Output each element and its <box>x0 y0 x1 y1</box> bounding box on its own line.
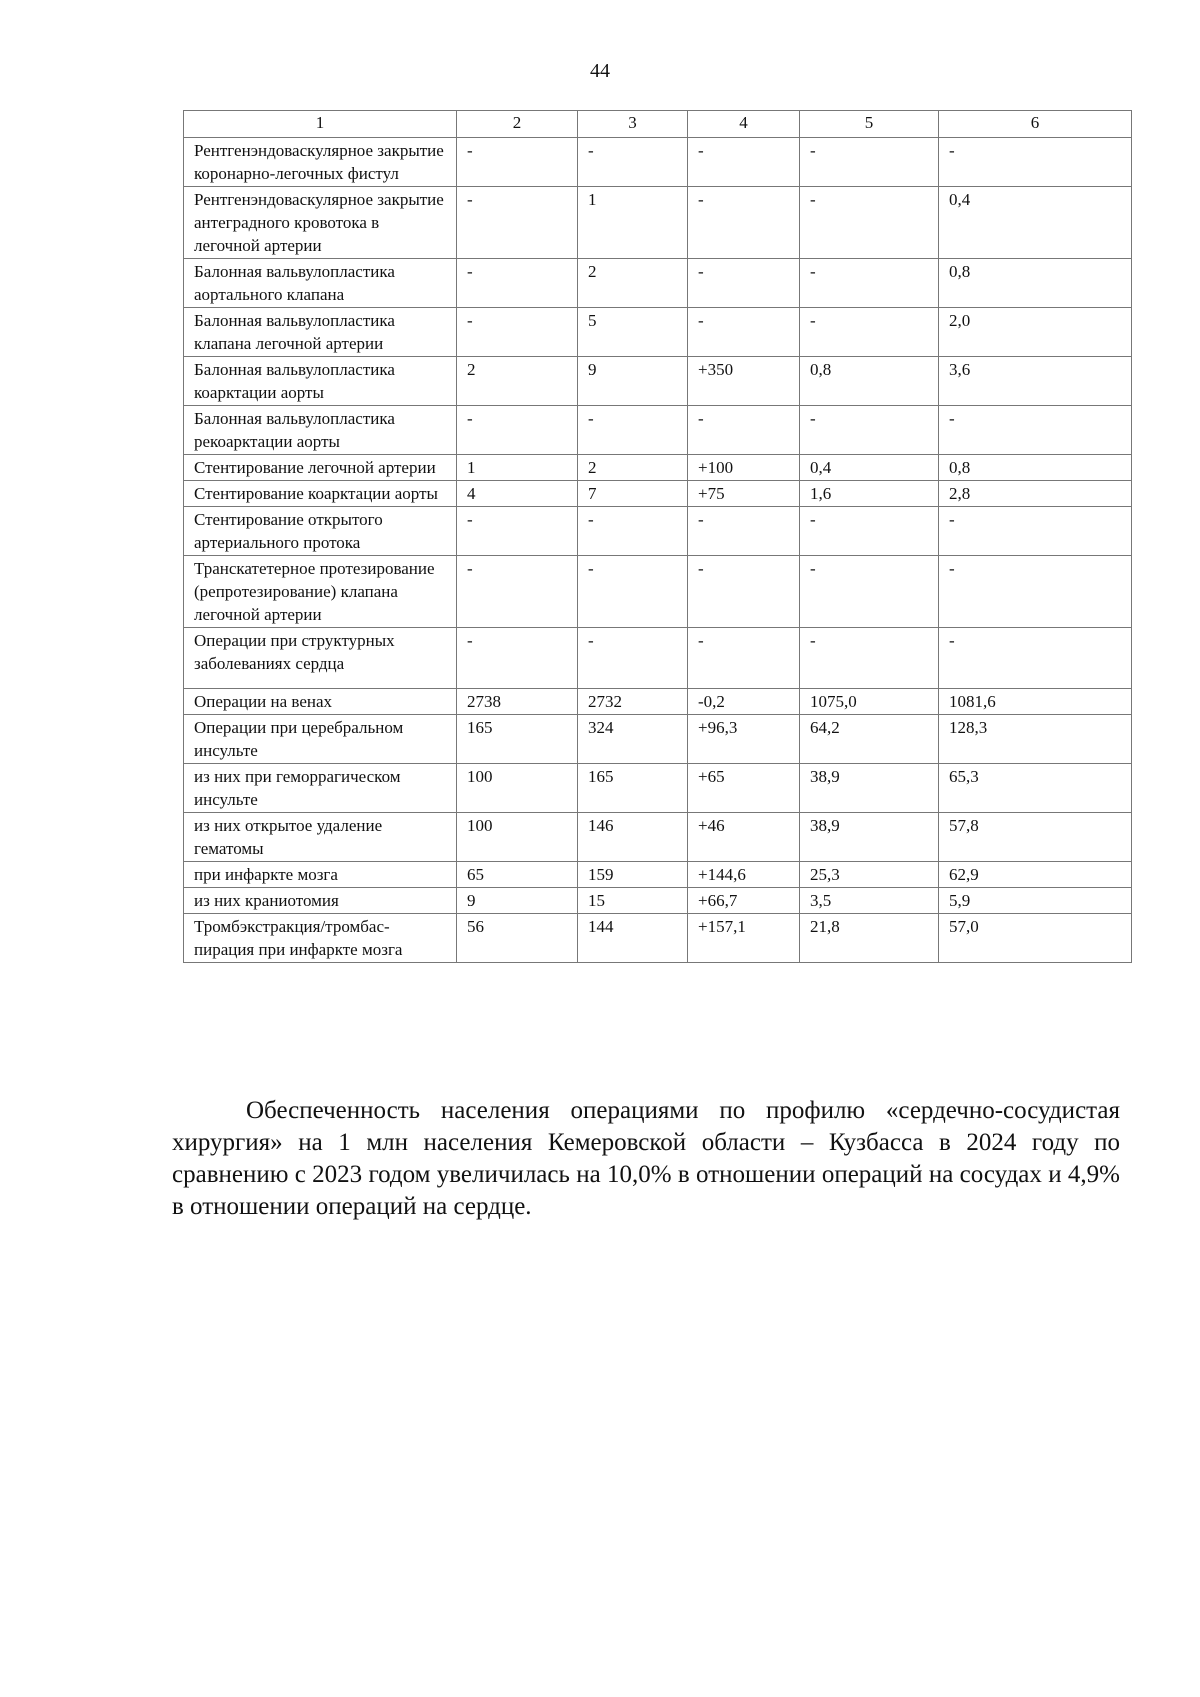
table-cell: 128,3 <box>939 715 1132 764</box>
table-cell: - <box>457 507 578 556</box>
table-cell: - <box>688 556 800 628</box>
table-cell: +65 <box>688 764 800 813</box>
row-label-cell: Балонная вальвулопластика клапана легочной артерии <box>184 308 457 357</box>
table-row <box>184 888 1132 914</box>
table-cell: 4 <box>457 481 578 507</box>
table-cell: - <box>800 556 939 628</box>
table-cell: 2,8 <box>939 481 1132 507</box>
table-cell: 7 <box>578 481 688 507</box>
table-cell: - <box>578 628 688 689</box>
table-cell: - <box>578 556 688 628</box>
table-cell: - <box>939 507 1132 556</box>
table-cell: 38,9 <box>800 813 939 862</box>
table-cell: 64,2 <box>800 715 939 764</box>
table-cell: - <box>688 259 800 308</box>
table-cell: 5,9 <box>939 888 1132 914</box>
data-table <box>183 110 1132 963</box>
table-cell: +66,7 <box>688 888 800 914</box>
table-cell: - <box>457 308 578 357</box>
table-cell: - <box>688 308 800 357</box>
table-cell: - <box>578 507 688 556</box>
row-label-cell: Стентирование легочной артерии <box>184 455 457 481</box>
row-label-cell: Операции при структурных заболеваниях сердца <box>184 628 457 689</box>
table-cell: 65,3 <box>939 764 1132 813</box>
column-header: 2 <box>457 111 578 138</box>
row-label-cell: Стентирование открытого артериального протока <box>184 507 457 556</box>
table-cell: 2,0 <box>939 308 1132 357</box>
table-cell: - <box>578 138 688 187</box>
table-row <box>184 507 1132 556</box>
table-cell: 1075,0 <box>800 689 939 715</box>
table-cell: 56 <box>457 914 578 963</box>
table-cell: - <box>457 259 578 308</box>
row-label-cell: из них при геморрагическом инсульте <box>184 764 457 813</box>
table-cell: - <box>688 507 800 556</box>
table-cell: 1081,6 <box>939 689 1132 715</box>
table-cell: 38,9 <box>800 764 939 813</box>
table-cell: 5 <box>578 308 688 357</box>
table-cell: - <box>457 138 578 187</box>
table-cell: - <box>939 406 1132 455</box>
table-cell: 15 <box>578 888 688 914</box>
table-cell: 9 <box>578 357 688 406</box>
table-cell: - <box>939 138 1132 187</box>
table-cell: 2 <box>457 357 578 406</box>
row-label-cell: Рентгенэндоваскулярное закрытие коронарно-легочных фистул <box>184 138 457 187</box>
table-cell: 1,6 <box>800 481 939 507</box>
table-cell: 21,8 <box>800 914 939 963</box>
table-cell: 3,6 <box>939 357 1132 406</box>
table-cell: 57,0 <box>939 914 1132 963</box>
table-row <box>184 259 1132 308</box>
table-cell: 144 <box>578 914 688 963</box>
table-row <box>184 689 1132 715</box>
table-cell: 1 <box>457 455 578 481</box>
table-cell: 165 <box>457 715 578 764</box>
table-cell: - <box>800 628 939 689</box>
table-row <box>184 862 1132 888</box>
row-label-cell: Балонная вальвулопластика аортального клапана <box>184 259 457 308</box>
table-header-row <box>184 111 1132 138</box>
table-cell: 100 <box>457 764 578 813</box>
column-header: 5 <box>800 111 939 138</box>
table-cell: - <box>800 187 939 259</box>
table-cell: +96,3 <box>688 715 800 764</box>
table-row <box>184 481 1132 507</box>
table-cell: 2 <box>578 455 688 481</box>
column-header: 6 <box>939 111 1132 138</box>
table-row <box>184 914 1132 963</box>
row-label-cell: Операции на венах <box>184 689 457 715</box>
table-row <box>184 455 1132 481</box>
table-cell: +157,1 <box>688 914 800 963</box>
table-cell: 0,4 <box>939 187 1132 259</box>
row-label-cell: Операции при церебральном инсульте <box>184 715 457 764</box>
table-row <box>184 187 1132 259</box>
table-cell: - <box>688 187 800 259</box>
table-row <box>184 764 1132 813</box>
table-cell: - <box>457 556 578 628</box>
row-label-cell: Тромбэкстракция/тромбас-пирация при инфаркте мозга <box>184 914 457 963</box>
table-cell: - <box>800 259 939 308</box>
table-cell: +100 <box>688 455 800 481</box>
table-cell: - <box>688 628 800 689</box>
table-cell: 0,8 <box>939 259 1132 308</box>
table-cell: - <box>457 187 578 259</box>
table-cell: 25,3 <box>800 862 939 888</box>
row-label-cell: Балонная вальвулопластика рекоарктации аорты <box>184 406 457 455</box>
table-cell: 146 <box>578 813 688 862</box>
table-cell: 1 <box>578 187 688 259</box>
table-cell: 159 <box>578 862 688 888</box>
row-label-cell: из них краниотомия <box>184 888 457 914</box>
table-body <box>184 138 1132 963</box>
table-cell: 9 <box>457 888 578 914</box>
table-cell: 324 <box>578 715 688 764</box>
table-row <box>184 556 1132 628</box>
table-cell: - <box>800 507 939 556</box>
table-cell: - <box>800 308 939 357</box>
table-cell: +75 <box>688 481 800 507</box>
table-row <box>184 406 1132 455</box>
table-cell: - <box>800 406 939 455</box>
table-cell: - <box>578 406 688 455</box>
row-label-cell: Балонная вальвулопластика коарктации аорты <box>184 357 457 406</box>
table-cell: - <box>939 628 1132 689</box>
table-row <box>184 628 1132 689</box>
table-cell: 3,5 <box>800 888 939 914</box>
row-label-cell: Транскатетерное протезирование (репротезирование) клапана легочной артерии <box>184 556 457 628</box>
table-cell: 57,8 <box>939 813 1132 862</box>
body-paragraph: Обеспеченность населения операциями по профилю «сердечно-сосудистая хирургия» на 1 млн населения Кемеровской области – Кузбасса в 2024 году по сравнению с 2023 годом увеличилась на 10,0% в отношении операций на сосудах и 4,9% в отношении операций на сердце. <box>172 1097 1120 1220</box>
table-cell: 100 <box>457 813 578 862</box>
table-row <box>184 715 1132 764</box>
table-cell: - <box>457 406 578 455</box>
table-cell: - <box>688 406 800 455</box>
table-row <box>184 357 1132 406</box>
column-header: 3 <box>578 111 688 138</box>
table-row <box>184 308 1132 357</box>
table-cell: 0,8 <box>939 455 1132 481</box>
table-cell: - <box>688 138 800 187</box>
table-cell: +46 <box>688 813 800 862</box>
table-cell: +350 <box>688 357 800 406</box>
row-label-cell: при инфаркте мозга <box>184 862 457 888</box>
table-cell: 62,9 <box>939 862 1132 888</box>
table-cell: -0,2 <box>688 689 800 715</box>
column-header: 1 <box>184 111 457 138</box>
table-cell: 65 <box>457 862 578 888</box>
table-cell: 0,8 <box>800 357 939 406</box>
table-cell: 2732 <box>578 689 688 715</box>
row-label-cell: из них открытое удаление гематомы <box>184 813 457 862</box>
table-cell: 2738 <box>457 689 578 715</box>
table-row <box>184 138 1132 187</box>
table-cell: 2 <box>578 259 688 308</box>
table-cell: - <box>457 628 578 689</box>
table-cell: 165 <box>578 764 688 813</box>
row-label-cell: Стентирование коарктации аорты <box>184 481 457 507</box>
column-header: 4 <box>688 111 800 138</box>
row-label-cell: Рентгенэндоваскулярное закрытие антеградного кровотока в легочной артерии <box>184 187 457 259</box>
page-number: 44 <box>590 60 610 82</box>
table-cell: +144,6 <box>688 862 800 888</box>
table-cell: 0,4 <box>800 455 939 481</box>
table-cell: - <box>800 138 939 187</box>
table-cell: - <box>939 556 1132 628</box>
table-row <box>184 813 1132 862</box>
